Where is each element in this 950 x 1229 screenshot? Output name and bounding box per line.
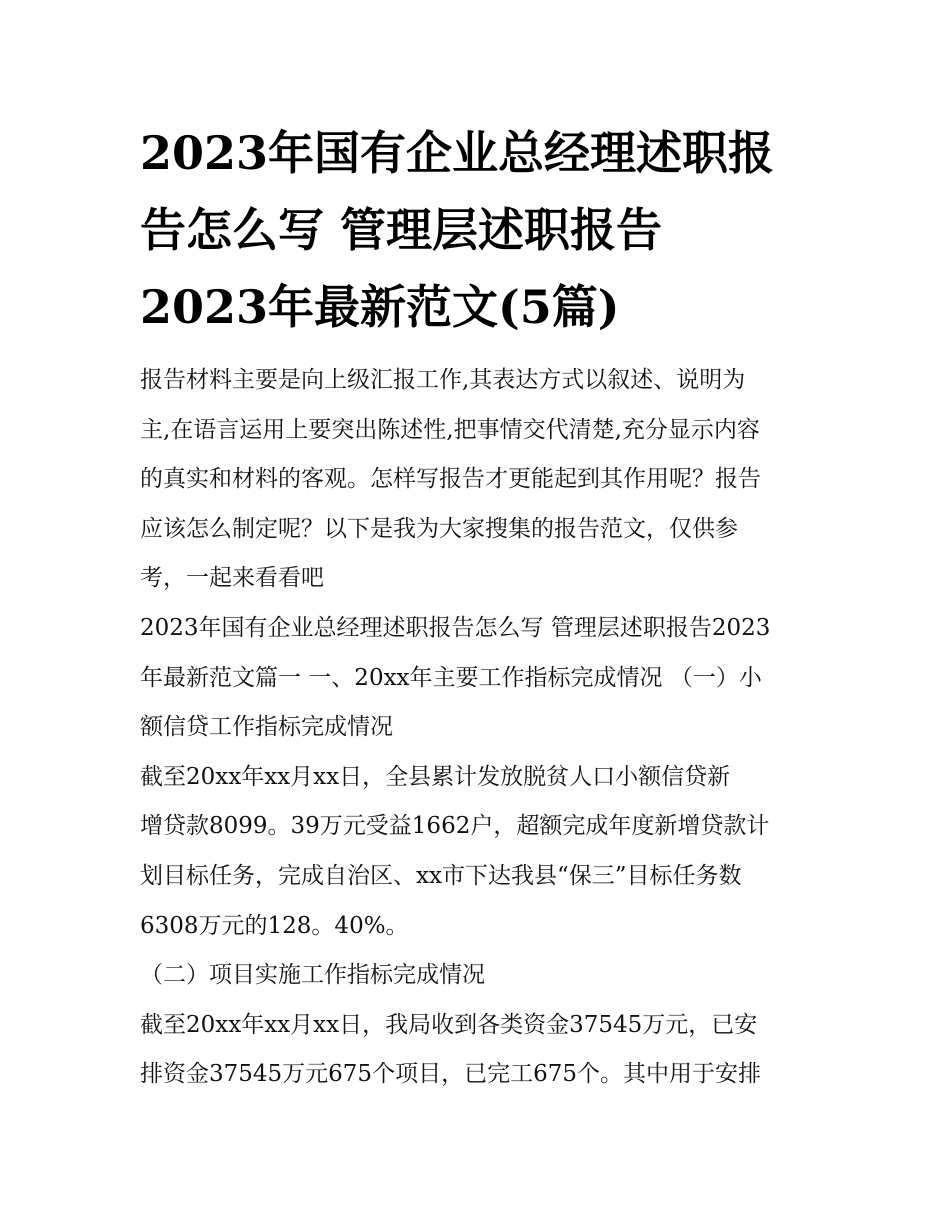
text-line: 增贷款8099。39万元受益1662户，超额完成年度新增贷款计	[140, 813, 770, 840]
text-line: 额信贷工作指标完成情况	[140, 714, 393, 741]
document-title	[140, 115, 840, 346]
text-line: 的真实和材料的客观。怎样写报告才更能起到其作用呢？报告	[140, 466, 761, 493]
title-line: 告怎么写 管理层述职报告	[140, 203, 663, 257]
intro-paragraph	[140, 356, 820, 604]
text-line: 排资金37545万元675个项目，已完工675个。其中用于安排	[140, 1061, 761, 1088]
text-line: 截至20xx年xx月xx日，我局收到各类资金37545万元，已安	[140, 1011, 758, 1038]
text-line: 报告材料主要是向上级汇报工作,其表达方式以叙述、说明为	[140, 367, 746, 393]
text-line: （二）项目实施工作指标完成情况	[140, 962, 485, 989]
text-line: 考，一起来看看吧	[140, 565, 324, 592]
text-line: 年最新范文篇一 一、20xx年主要工作指标完成情况 （一）小	[140, 664, 762, 691]
text-line: 6308万元的128。40%。	[140, 912, 409, 939]
text-line: 应该怎么制定呢？以下是我为大家搜集的报告范文，仅供参	[140, 515, 738, 542]
subheading	[140, 951, 820, 1001]
document-body	[140, 356, 820, 1100]
title-line: 2023年国有企业总经理述职报	[140, 126, 775, 180]
text-line: 主,在语言运用上要突出陈述性,把事情交代清楚,充分显示内容	[140, 416, 760, 443]
title-line: 2023年最新范文(5篇)	[140, 280, 620, 334]
body-paragraph-1	[140, 753, 820, 951]
body-paragraph-2	[140, 1001, 820, 1100]
text-line: 划目标任务，完成自治区、xx市下达我县“保三”目标任务数	[140, 862, 742, 889]
text-line: 截至20xx年xx月xx日，全县累计发放脱贫人口小额信贷新	[140, 763, 731, 790]
section-heading	[140, 604, 820, 753]
text-line: 2023年国有企业总经理述职报告怎么写 管理层述职报告2023	[140, 614, 771, 641]
